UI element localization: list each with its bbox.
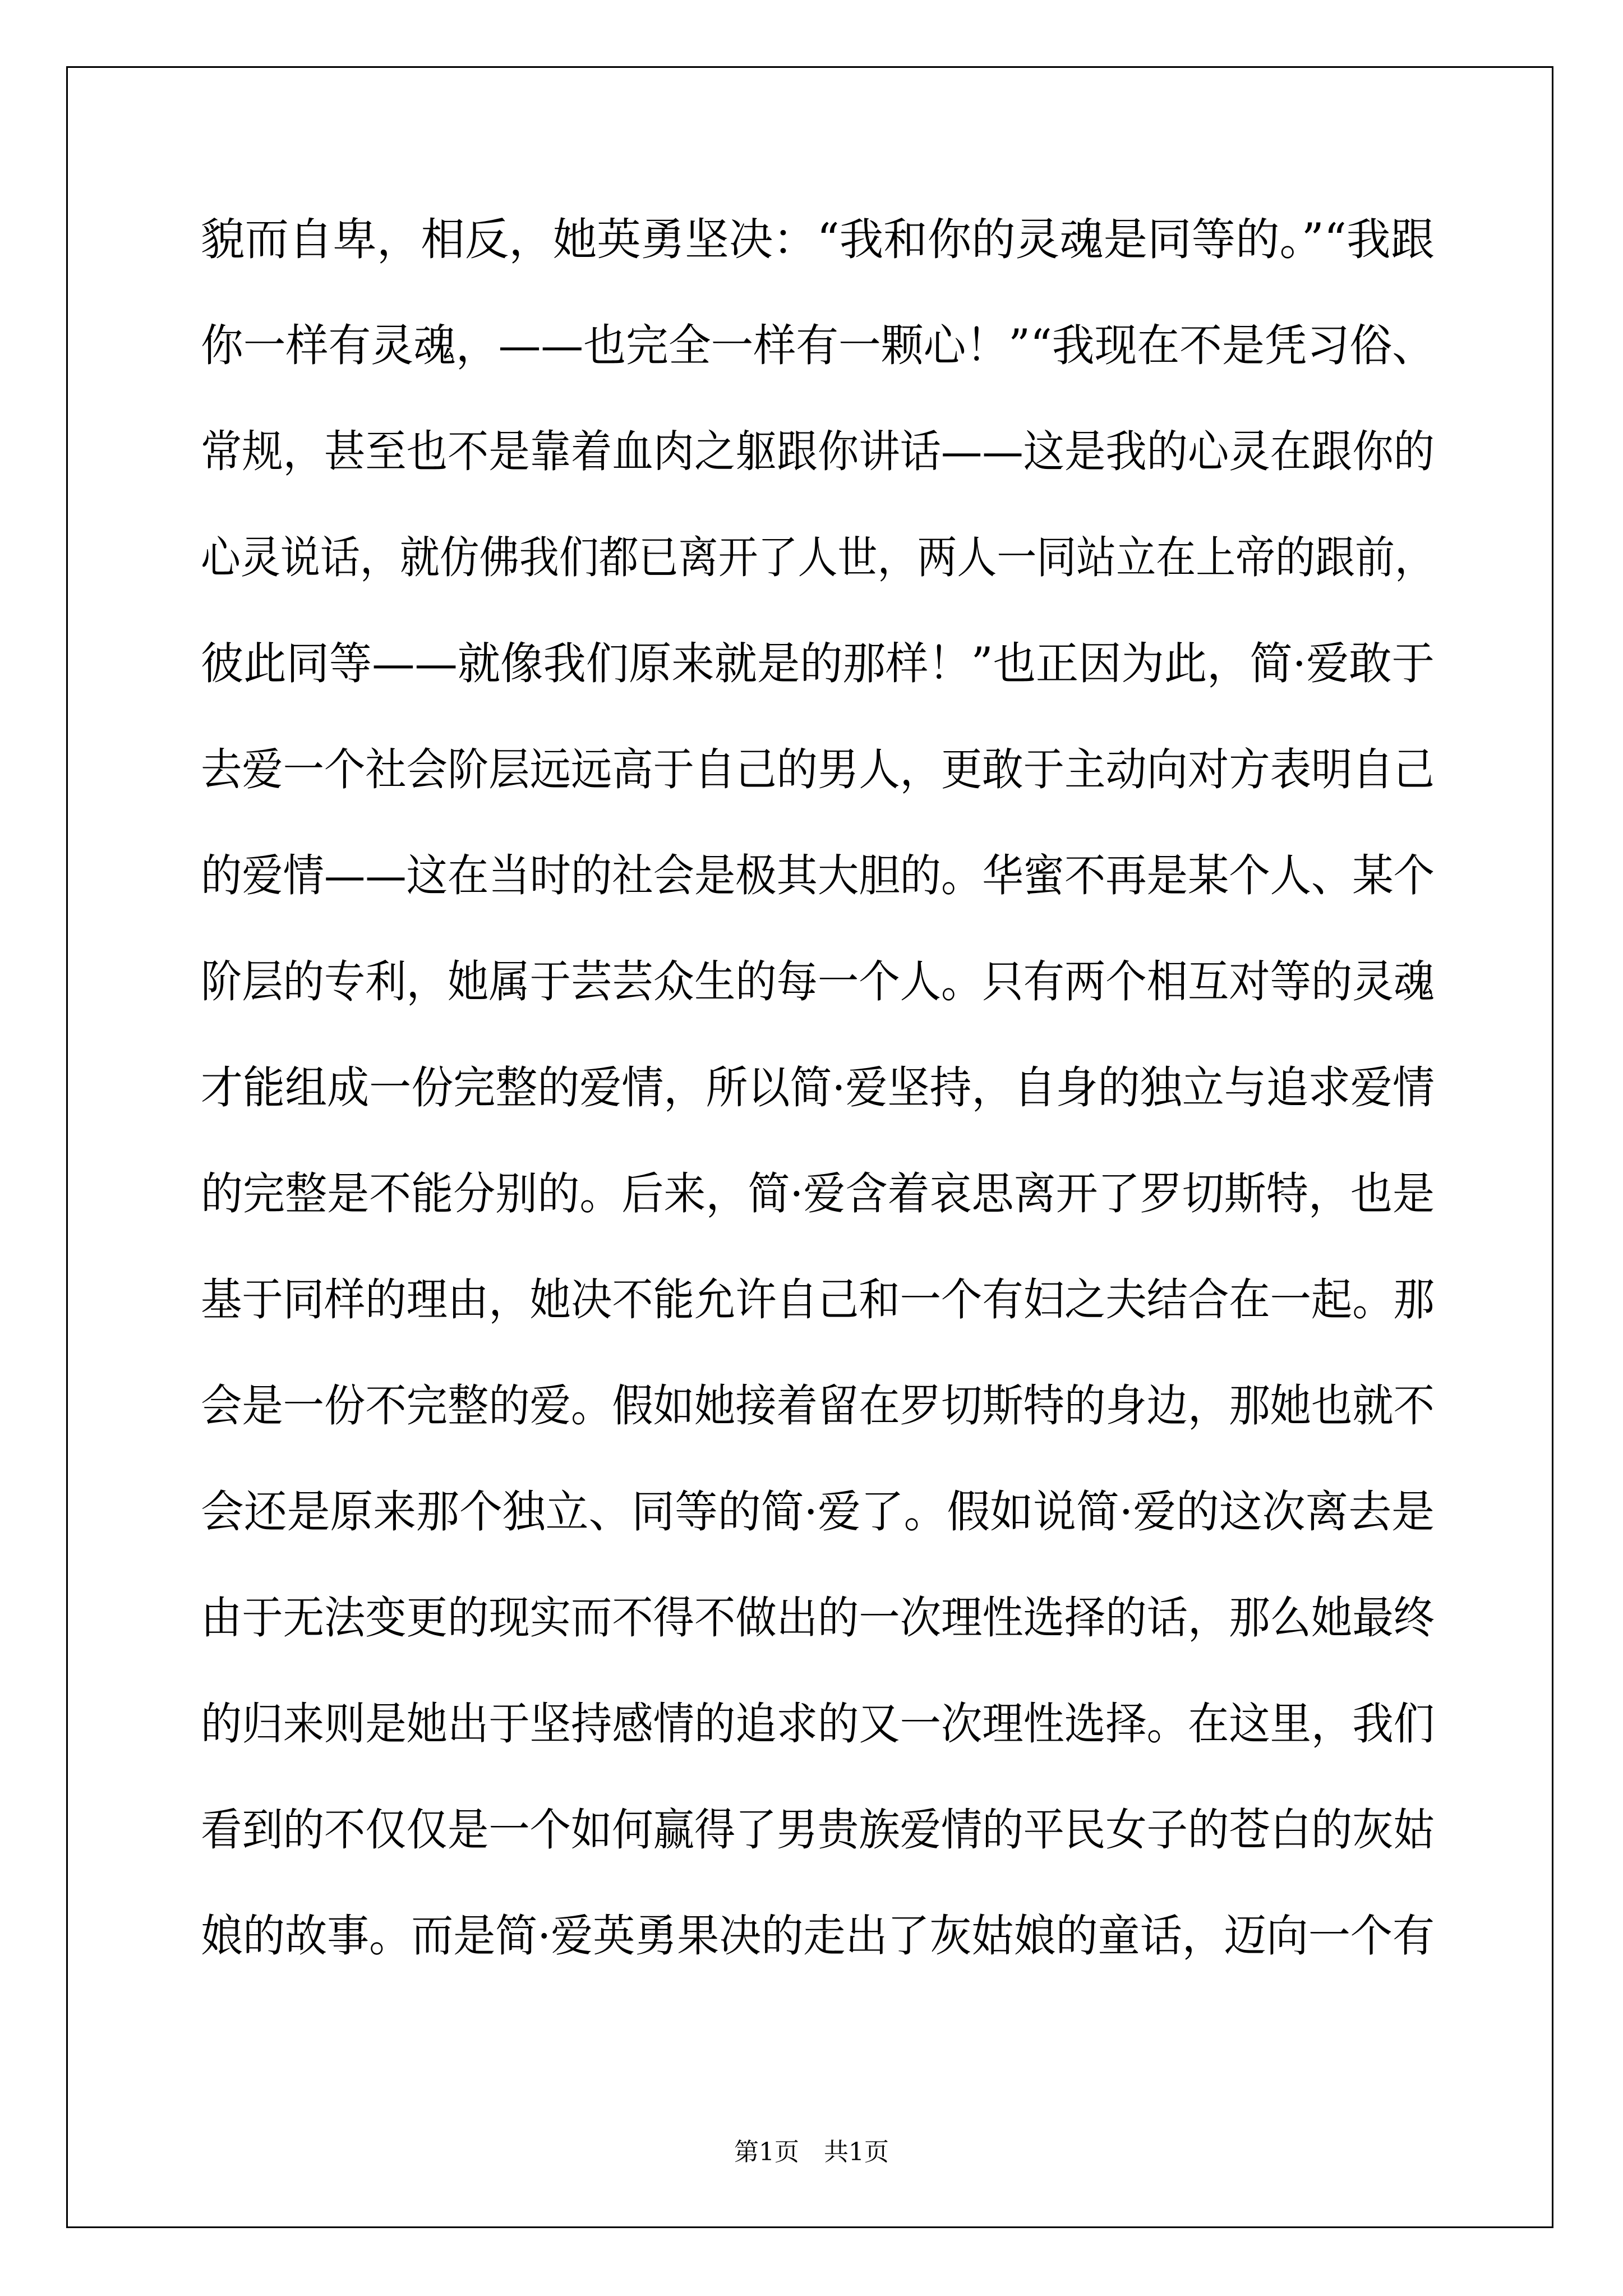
page-border [66,66,1553,2228]
page-number: 第1页 共1页 [734,2138,889,2166]
page-footer [0,2132,1623,2168]
